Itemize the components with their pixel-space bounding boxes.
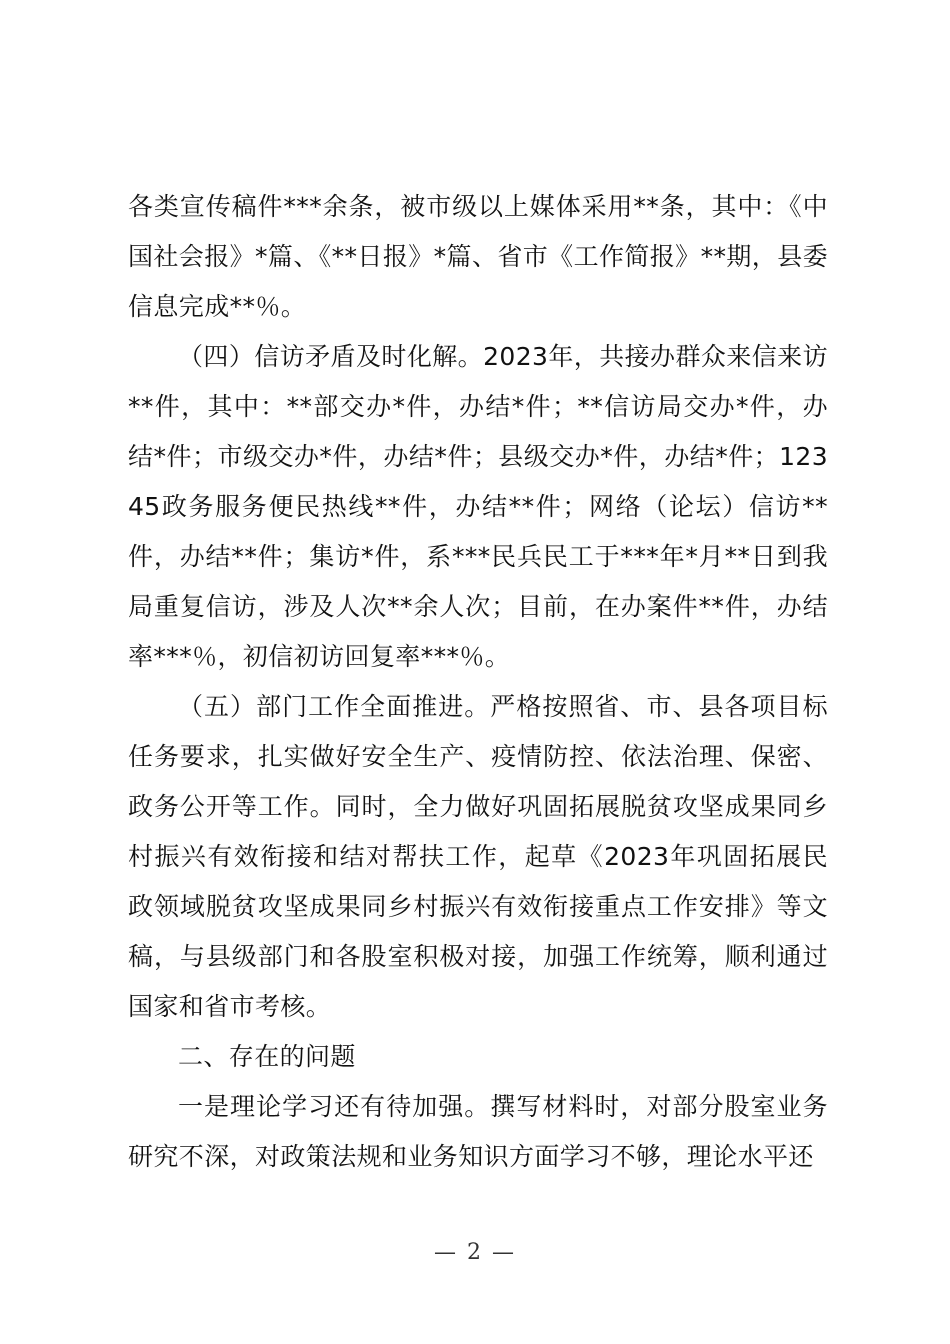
- section-heading-problems: 二、存在的问题: [178, 1042, 356, 1071]
- paragraph-petitions: （四）信访矛盾及时化解。2023年，共接办群众来信来访**件，其中：**部交办*件，办结*件；**信访局交办*件，办结*件；市级交办*件，办结*件；县级交办*件，办结*件；12345政务服务便民热线**件，办结**件；网络（论坛）信访**件，办结**件；集访*件，系***民兵民工于***年*月**日到我局重复信访，涉及人次**余人次；目前，在办案件**件，办结率***％，初信初访回复率***％。: [128, 342, 828, 671]
- document-body: [128, 182, 828, 1182]
- paragraph-theory-study: 一是理论学习还有待加强。撰写材料时，对部分股室业务研究不深，对政策法规和业务知识方面学习不够，理论水平还: [128, 1092, 828, 1171]
- paragraph-publicity-stats: 各类宣传稿件***余条，被市级以上媒体采用**条，其中：《中国社会报》*篇、《**日报》*篇、省市《工作简报》**期，县委信息完成**％。: [128, 192, 828, 321]
- paragraph-department-work: （五）部门工作全面推进。严格按照省、市、县各项目标任务要求，扎实做好安全生产、疫情防控、依法治理、保密、政务公开等工作。同时，全力做好巩固拓展脱贫攻坚成果同乡村振兴有效衔接和结对帮扶工作，起草《2023年巩固拓展民政领域脱贫攻坚成果同乡村振兴有效衔接重点工作安排》等文稿，与县级部门和各股室积极对接，加强工作统筹，顺利通过国家和省市考核。: [128, 692, 828, 1021]
- page-number: — 2 —: [434, 1240, 516, 1265]
